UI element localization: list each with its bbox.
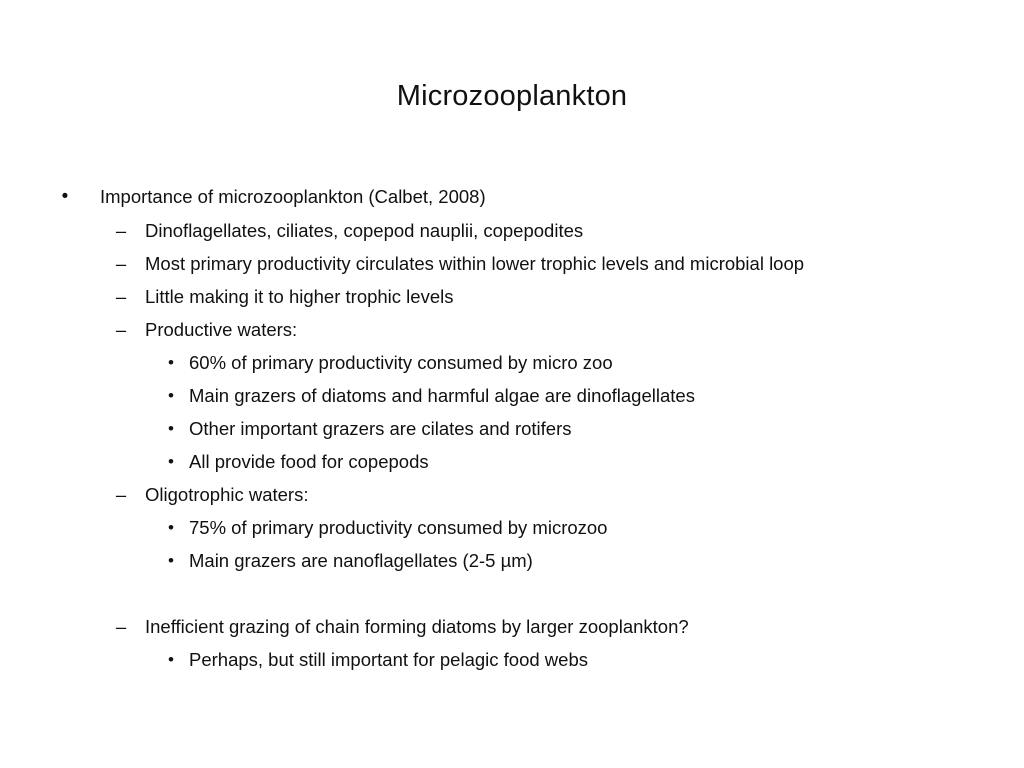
bullet-icon: • xyxy=(61,186,69,207)
sub-bullet-text: 60% of primary productivity consumed by micro zoo xyxy=(189,352,613,373)
sub-bullet-icon: • xyxy=(168,518,174,537)
bullet-text: Importance of microzooplankton (Calbet, 2008) xyxy=(100,186,486,207)
sub-bullet-text: All provide food for copepods xyxy=(189,451,429,472)
sub-bullet-text: Perhaps, but still important for pelagic food webs xyxy=(189,649,588,670)
sub-bullet-text: Other important grazers are cilates and rotifers xyxy=(189,418,572,439)
dash-icon: – xyxy=(115,616,127,637)
sub-bullet-icon: • xyxy=(168,419,174,438)
sub-bullet-icon: • xyxy=(168,650,174,669)
dash-text: Little making it to higher trophic levels xyxy=(145,286,454,307)
dash-icon: – xyxy=(115,220,127,241)
sub-bullet-icon: • xyxy=(168,353,174,372)
sub-bullet-icon: • xyxy=(168,386,174,405)
sub-bullet-icon: • xyxy=(168,551,174,570)
dash-icon: – xyxy=(115,253,127,274)
dash-text: Oligotrophic waters: xyxy=(145,484,309,505)
sub-bullet-text: Main grazers are nanoflagellates (2-5 µm) xyxy=(189,550,533,571)
dash-text: Inefficient grazing of chain forming diatoms by larger zooplankton? xyxy=(145,616,689,637)
dash-text: Dinoflagellates, ciliates, copepod nauplii, copepodites xyxy=(145,220,584,241)
dash-text: Productive waters: xyxy=(145,319,298,340)
dash-text: Most primary productivity circulates within lower trophic levels and microbial loop xyxy=(145,253,805,274)
sub-bullet-icon: • xyxy=(168,452,174,471)
dash-icon: – xyxy=(115,319,127,340)
slide-title: Microzooplankton xyxy=(396,80,628,112)
dash-icon: – xyxy=(115,484,127,505)
sub-bullet-text: Main grazers of diatoms and harmful algae are dinoflagellates xyxy=(189,385,695,406)
dash-icon: – xyxy=(115,286,127,307)
sub-bullet-text: 75% of primary productivity consumed by microzoo xyxy=(189,517,608,538)
